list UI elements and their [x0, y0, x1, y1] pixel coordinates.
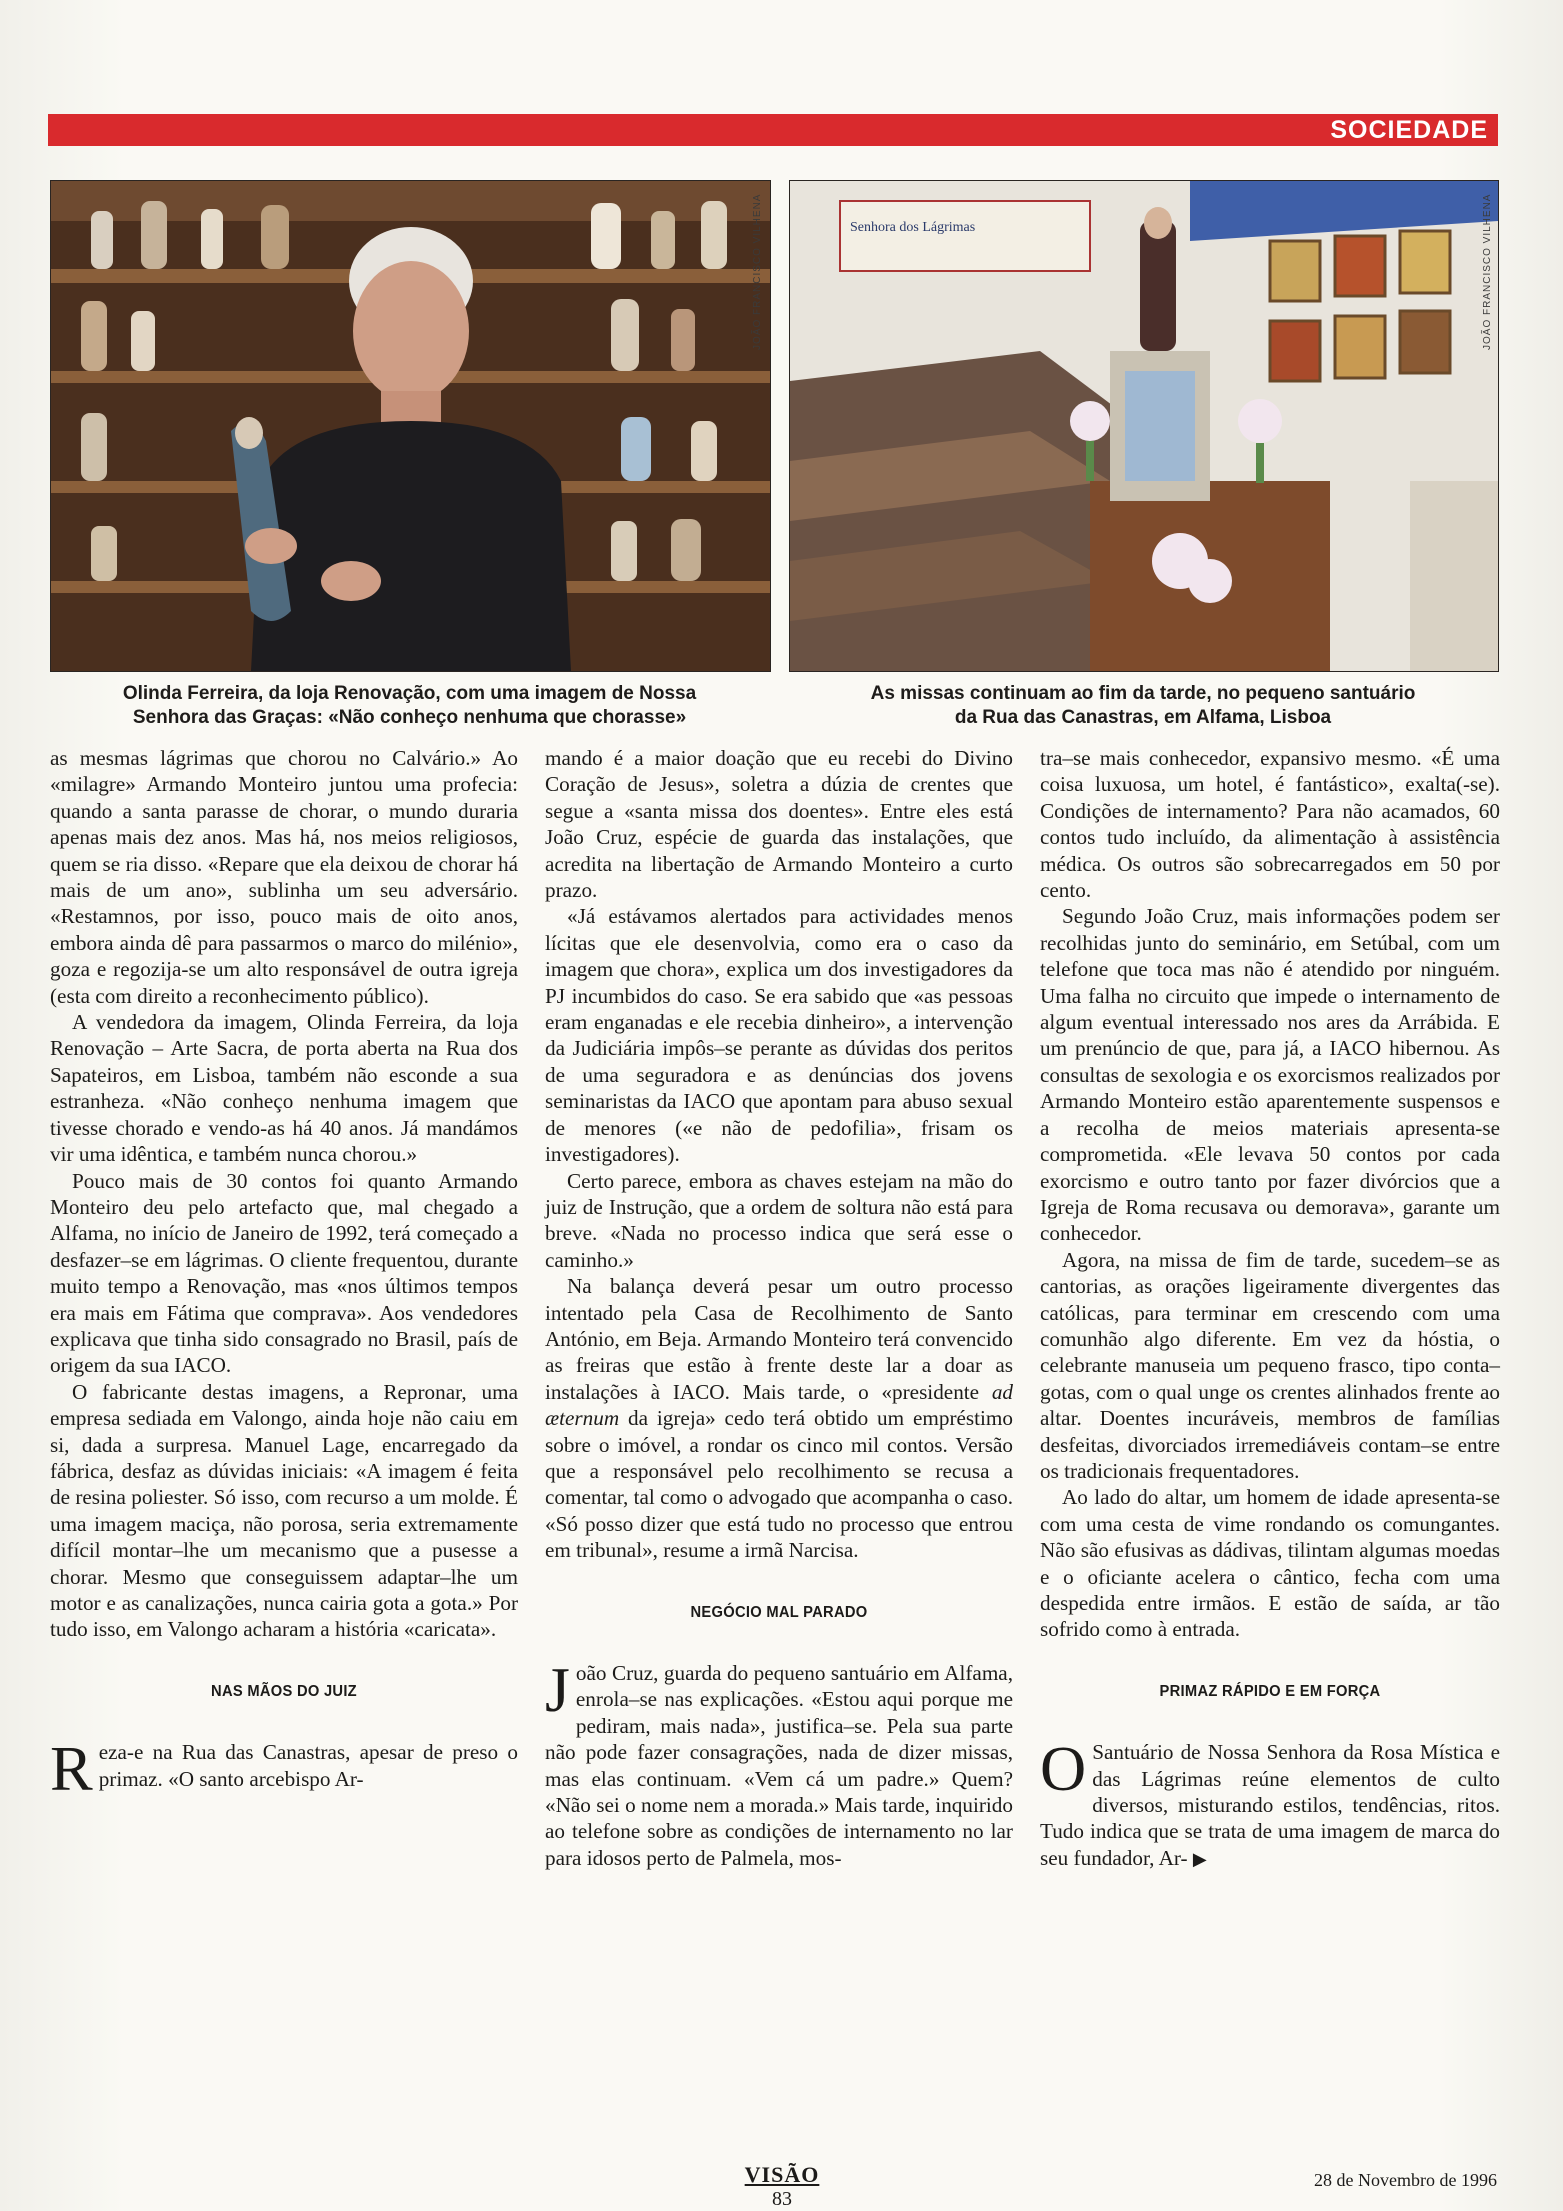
continue-arrow-icon: ▶: [1192, 1848, 1207, 1870]
section-title: SOCIEDADE: [1330, 116, 1488, 144]
paragraph: Pouco mais de 30 contos foi quanto Armando Monteiro deu pelo artefacto que, mal chegado a Alfama, no início de Janeiro de 1992, terá começado a desfazer–se em lágrimas. O cliente frequentou, durante muito tempo a Renovação, mas «nos últimos tempos era mais em Fátima que comprava». Aos vendedores explicava que tinha sido consagrado no Brasil, país de origem da sua IACO.: [50, 1168, 518, 1378]
caption-right: [789, 682, 1497, 730]
article-column-1: [50, 745, 518, 1805]
paragraph: O fabricante destas imagens, a Repronar, uma empresa sediada em Valongo, ainda hoje não caiu em si, dada a surpresa. Manuel Lage, encarregado da fábrica, desfaz as dúvidas iniciais: «A imagem é feita de resina poliester. Só isso, com recurso a um molde. É uma imagem maciça, não porosa, seria extremamente difícil montar–lhe um mecanismo que a pusesse a chorar. Mesmo que conseguissem adaptar–lhe um motor e as canalizações, nunca cairia gota a gota.» Por tudo isso, em Valongo acharam a história «caricata».: [50, 1379, 518, 1642]
masthead-logo: VISÃO: [744, 2162, 820, 2187]
dropcap: J: [545, 1654, 570, 1725]
page-number: 83: [772, 2188, 792, 2210]
photo-shop-owner: [50, 180, 771, 672]
photo-credit-left: JOÃO FRANCISCO VILHENA: [752, 193, 763, 350]
section-header-bar: [48, 114, 1498, 146]
sanctuary-banner-text: Senhora dos Lágrimas: [850, 220, 976, 235]
caption-left: [50, 682, 769, 730]
article-column-3: [1040, 745, 1500, 1873]
paragraph-text: oão Cruz, guarda do pequeno santuário em Alfama, enrola–se nas explicações. «Estou aqui porque me pediram, mais nada», justifica–se. Pela sua parte não pode fazer consagrações, nada de dizer missas, mas elas continuam. «Vem cá um padre.» Quem? «Não sei o nome nem a morada.» Mais tarde, inquirido ao telefone sobre as condições de internamento no lar para idosos perto de Palmela, mos-: [545, 1661, 1013, 1870]
subheading: NAS MÃOS DO JUIZ: [211, 1682, 357, 1700]
paragraph-text: Na balança deverá pesar um outro processo intentado pela Casa de Recolhimento de Santo António, em Beja. Armando Monteiro terá convencido as freiras que estão à frente deste lar a doar as instalações à IACO. Mais tarde, o «presidente: [545, 1274, 1013, 1404]
paragraph: «Já estávamos alertados para actividades menos lícitas que ele desenvolvia, como era o caso da imagem que chora», explica um dos investigadores da PJ incumbidos do caso. Se era sabido que «as pessoas eram enganadas e ele recebia dinheiro», a intervenção da Judiciária impôs–se perante as dúvidas dos peritos de uma seguradora e as denúncias dos jovens seminaristas da IACO que apontam para abuso sexual de menores («e não de pedofilia», frisam os investigadores).: [545, 904, 1013, 1167]
paragraph: Segundo João Cruz, mais informações podem ser recolhidas junto do seminário, em Setúbal, com um telefone que toca mas não é atendido por ninguém. Uma falha no circuito que impede o internamento de algum eventual interessado nos ares da Arrábida. E um prenúncio de que, para já, a IACO hibernou. As consultas de sexologia e os exorcismos realizados por Armando Monteiro estão aparentemente suspensos e a recolha de meios materiais apresenta-se comprometida. «Ele levava 50 contos por cada exorcismo e outro tanto por fazer divórcios que a Igreja de Roma recusava ou demorava», garante um conhecedor.: [1040, 904, 1500, 1246]
paragraph: Certo parece, embora as chaves estejam na mão do juiz de Instrução, que a ordem de soltura não está para breve. «Nada no processo indica que será esse o caminho.»: [545, 1168, 1013, 1272]
article-column-2: [545, 745, 1013, 1871]
paragraph-with-dropcap: [1040, 1733, 1500, 1873]
photo-credit-right: JOÃO FRANCISCO VILHENA: [1482, 193, 1493, 350]
caption-right-line1: As missas continuam ao fim da tarde, no pequeno santuário: [870, 683, 1416, 704]
paragraph: A vendedora da imagem, Olinda Ferreira, da loja Renovação – Arte Sacra, de porta aberta na Rua dos Sapateiros, em Lisboa, também não esconde a sua estranheza. «Não conheço nenhuma imagem que tivesse chorado e vendo-as há 40 anos. Já mandámos vir uma idêntica, e também nunca chorou.»: [50, 1010, 518, 1167]
caption-left-line2: Senhora das Graças: «Não conheço nenhuma que chorasse»: [132, 707, 687, 728]
paragraph: tra–se mais conhecedor, expansivo mesmo. «É uma coisa luxuosa, um hotel, é fantástico», exalta(-se). Condições de internamento? Para não acamados, 60 contos tudo incluído, da alimentação à assistência médica. Os outros são sobrecarregados em 50 por cento.: [1040, 746, 1500, 903]
paragraph: mando é a maior doação que eu recebi do Divino Coração de Jesus», soletra a dúzia de crentes que segue a «santa missa dos doentes». Entre eles está João Cruz, espécie de guarda das instalações, que acredita na libertação de Armando Monteiro a curto prazo.: [545, 746, 1013, 903]
subheading: PRIMAZ RÁPIDO E EM FORÇA: [1159, 1682, 1381, 1700]
photo-sanctuary: [789, 180, 1499, 672]
italic-latin-phrase: ad æternum: [545, 1379, 1013, 1431]
paragraph: Agora, na missa de fim de tarde, sucedem–se as cantorias, as orações ligeiramente divergentes das católicas, para terminar em crescendo com uma comunhão algo diferente. Em vez da hóstia, o celebrante manuseia um pequeno frasco, tipo conta–gotas, com o qual unge os crentes alinhados frente ao altar. Doentes incuráveis, membros de famílias desfeitas, divorciados irremediáveis contam–se entre os tradicionais frequentadores.: [1040, 1247, 1500, 1483]
paragraph: [545, 1273, 1013, 1563]
paragraph-text: eza-e na Rua das Canastras, apesar de preso o primaz. «O santo arcebispo Ar-: [98, 1740, 518, 1791]
paragraph-text: da igreja» cedo terá obtido um empréstimo sobre o imóvel, a rondar os cinco mil contos. Versão que a responsável pelo recolhimento se recusa a comentar, tal como o advogado que acompanha o caso. «Só posso dizer que está tudo no processo que entrou em tribunal», resume a irmã Narcisa.: [545, 1406, 1013, 1563]
paragraph-with-dropcap: [50, 1733, 518, 1805]
dropcap: O: [1040, 1733, 1087, 1805]
dropcap: R: [50, 1733, 93, 1805]
paragraph: as mesmas lágrimas que chorou no Calvário.» Ao «milagre» Armando Monteiro juntou uma profecia: quando a santa parasse de chorar, o mundo duraria apenas mais dez anos. Mas há, nos meios religiosos, quem se ria disso. «Repare que ela deixou de chorar há mais de um ano», sublinha um seu adversário. «Restamnos, por isso, pouco mais de oito anos, embora ainda dê para passarmos o marco do milénio», goza e regozija-se um alto responsável de outra igreja (esta com direito a reconhecimento público).: [50, 746, 518, 1008]
issue-date: 28 de Novembro de 1996: [1314, 2170, 1497, 2190]
paragraph-with-dropcap: [545, 1654, 1013, 1871]
caption-right-line2: da Rua das Canastras, em Alfama, Lisboa: [954, 707, 1332, 728]
subheading: NEGÓCIO MAL PARADO: [690, 1603, 868, 1621]
paragraph: Ao lado do altar, um homem de idade apresenta-se com uma cesta de vime rondando os comungantes. Não são efusivas as dádivas, tilintam algumas moedas e o oficiante acelera o cântico, fecha com uma despedida entre irmãos. E estão de saída, ar tão sofrido como à entrada.: [1040, 1485, 1500, 1642]
paragraph-text: Santuário de Nossa Senhora da Rosa Mística e das Lágrimas reúne elementos de culto diversos, misturando estilos, tendências, ritos. Tudo indica que se trata de uma imagem de marca do seu fundador, Ar-: [1040, 1740, 1500, 1870]
caption-left-line1: Olinda Ferreira, da loja Renovação, com uma imagem de Nossa: [122, 683, 697, 704]
